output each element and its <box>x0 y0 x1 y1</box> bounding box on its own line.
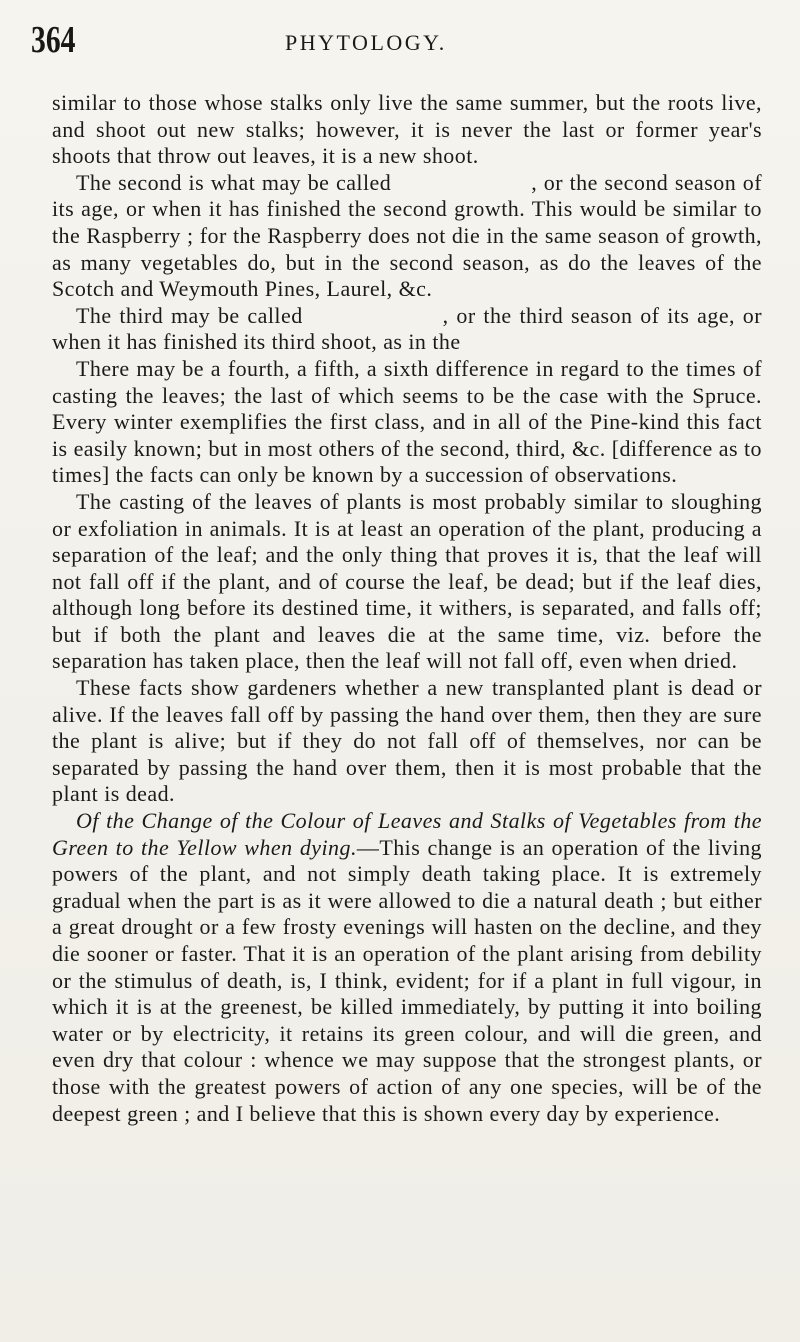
paragraph-text: , or the third season of its age, or when it has finished its third shoot, as in the <box>52 302 763 355</box>
paragraph-third-season <box>52 303 762 356</box>
paragraph-colour-change <box>52 808 762 1127</box>
paragraph-text: The casting of the leaves of plants is most probably similar to sloughing or exfoliation in animals. It is at least an operation of the plant, producing a separation of the leaf; and the only thing that proves it is, that the leaf will not fall off if the plant, and of course the leaf, be dead; but if the leaf dies, although long before its destined time, it withers, is separated, and falls off; but if both the plant and leaves die at the same time, viz. before the separation has taken place, then the leaf will not fall off, even when dried. <box>52 488 762 674</box>
page-number: 364 <box>31 19 76 61</box>
running-head: PHYTOLOGY. <box>285 30 447 55</box>
paragraph-gardeners <box>52 675 762 808</box>
paragraph-text: There may be a fourth, a fifth, a sixth difference in regard to the times of casting the leaves; the last of which seems to be the case with the Spruce. Every winter exemplifies the first class, and in all of the Pine-kind this fact is easily known; but in most others of the second, third, &c. [difference as to times] the facts can only be known by a succession of observations. <box>52 355 762 488</box>
paragraph-continuation <box>52 90 762 170</box>
paragraph-text: similar to those whose stalks only live the same summer, but the roots live, and shoot out new stalks; however, it is never the last or former year's shoots that throw out leaves, it is a new shoot. <box>52 90 762 169</box>
paragraph-text: The second is what may be called <box>76 169 392 195</box>
page-header <box>0 14 800 84</box>
paragraph-second-season <box>52 170 762 303</box>
paragraph-casting-leaves <box>52 489 762 675</box>
section-title: Of the Change of the Colour of Leaves and Stalks of Vegetables from the Green to the Yellow when dying. <box>52 808 762 860</box>
body-text <box>52 90 762 1127</box>
paragraph-text: The third may be called <box>76 302 303 328</box>
paragraph-text: These facts show gardeners whether a new transplanted plant is dead or alive. If the leaves fall off by passing the hand over them, then they are sure the plant is alive; but if they do not fall off of themselves, nor can be separated by passing the hand over them, then it is most probable that the plant is dead. <box>52 675 762 807</box>
paragraph-further-differences <box>52 356 762 489</box>
paragraph-text: , or the second season of its age, or when it has finished the second growth. This would be similar to the Raspberry ; for the Raspberry does not die in the same season of growth, as many vegetables do, but in the second season, as do the leaves of the Scotch and Weymouth Pines, Laurel, &c. <box>52 169 763 302</box>
paragraph-text: —This change is an operation of the living powers of the plant, and not simply death taking place. It is extremely gradual when the part is as it were allowed to die a natural death ; but either a great drought or a few frosty evenings will hasten on the decline, and they die sooner or faster. That it is an operation of the plant arising from debility or the stimulus of death, is, I think, evident; for if a plant in full vigour, in which it is at the greenest, be killed immediately, by putting it into boiling water or by electricity, it retains its green colour, and will die green, and even dry that colour : whence we may suppose that the strongest plants, or those with the greatest powers of action of any one species, will be of the deepest green ; and I believe that this is shown every day by experience. <box>52 834 762 1126</box>
